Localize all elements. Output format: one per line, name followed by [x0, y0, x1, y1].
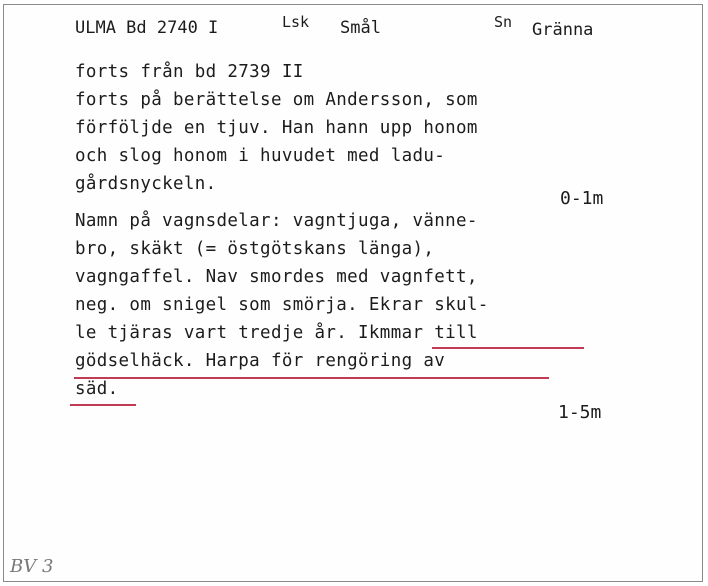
- entry2-line-5: le tjäras vart tredje år. Ikmmar till: [75, 323, 478, 343]
- landskap-value: Smål: [340, 18, 381, 38]
- underline-2: [74, 377, 549, 379]
- entry1-line-2: forts på berättelse om Andersson, som: [75, 90, 478, 110]
- entry2-line-1: Namn på vagnsdelar: vagntjuga, vänne-: [75, 211, 478, 231]
- landskap-label: Lsk: [282, 13, 310, 31]
- entry2-line-3: vagngaffel. Nav smordes med vagnfett,: [75, 267, 478, 287]
- entry2-line-4: neg. om snigel som smörja. Ekrar skul-: [75, 295, 489, 315]
- socken-value: Gränna: [532, 20, 594, 40]
- entry1-line-5: gårdsnyckeln.: [75, 174, 217, 194]
- underline-1: [432, 347, 584, 349]
- entry2-line-7: säd.: [75, 379, 119, 399]
- archive-code: ULMA Bd 2740 I: [75, 18, 219, 38]
- underline-3: [70, 404, 136, 406]
- entry1-line-4: och slog honom i huvudet med ladu-: [75, 146, 446, 166]
- entry2-line-2: bro, skäkt (= östgötskans länga),: [75, 239, 435, 259]
- entry1-line-1: forts från bd 2739 II: [75, 62, 304, 82]
- entry1-line-3: förföljde en tjuv. Han hann upp honom: [75, 118, 478, 138]
- entry2-code: 1-5m: [558, 402, 602, 423]
- entry2-line-6: gödselhäck. Harpa för rengöring av: [75, 351, 446, 371]
- socken-label: Sn: [494, 13, 513, 31]
- entry1-code: 0-1m: [560, 188, 604, 209]
- stamp-mark: BV 3: [10, 556, 54, 577]
